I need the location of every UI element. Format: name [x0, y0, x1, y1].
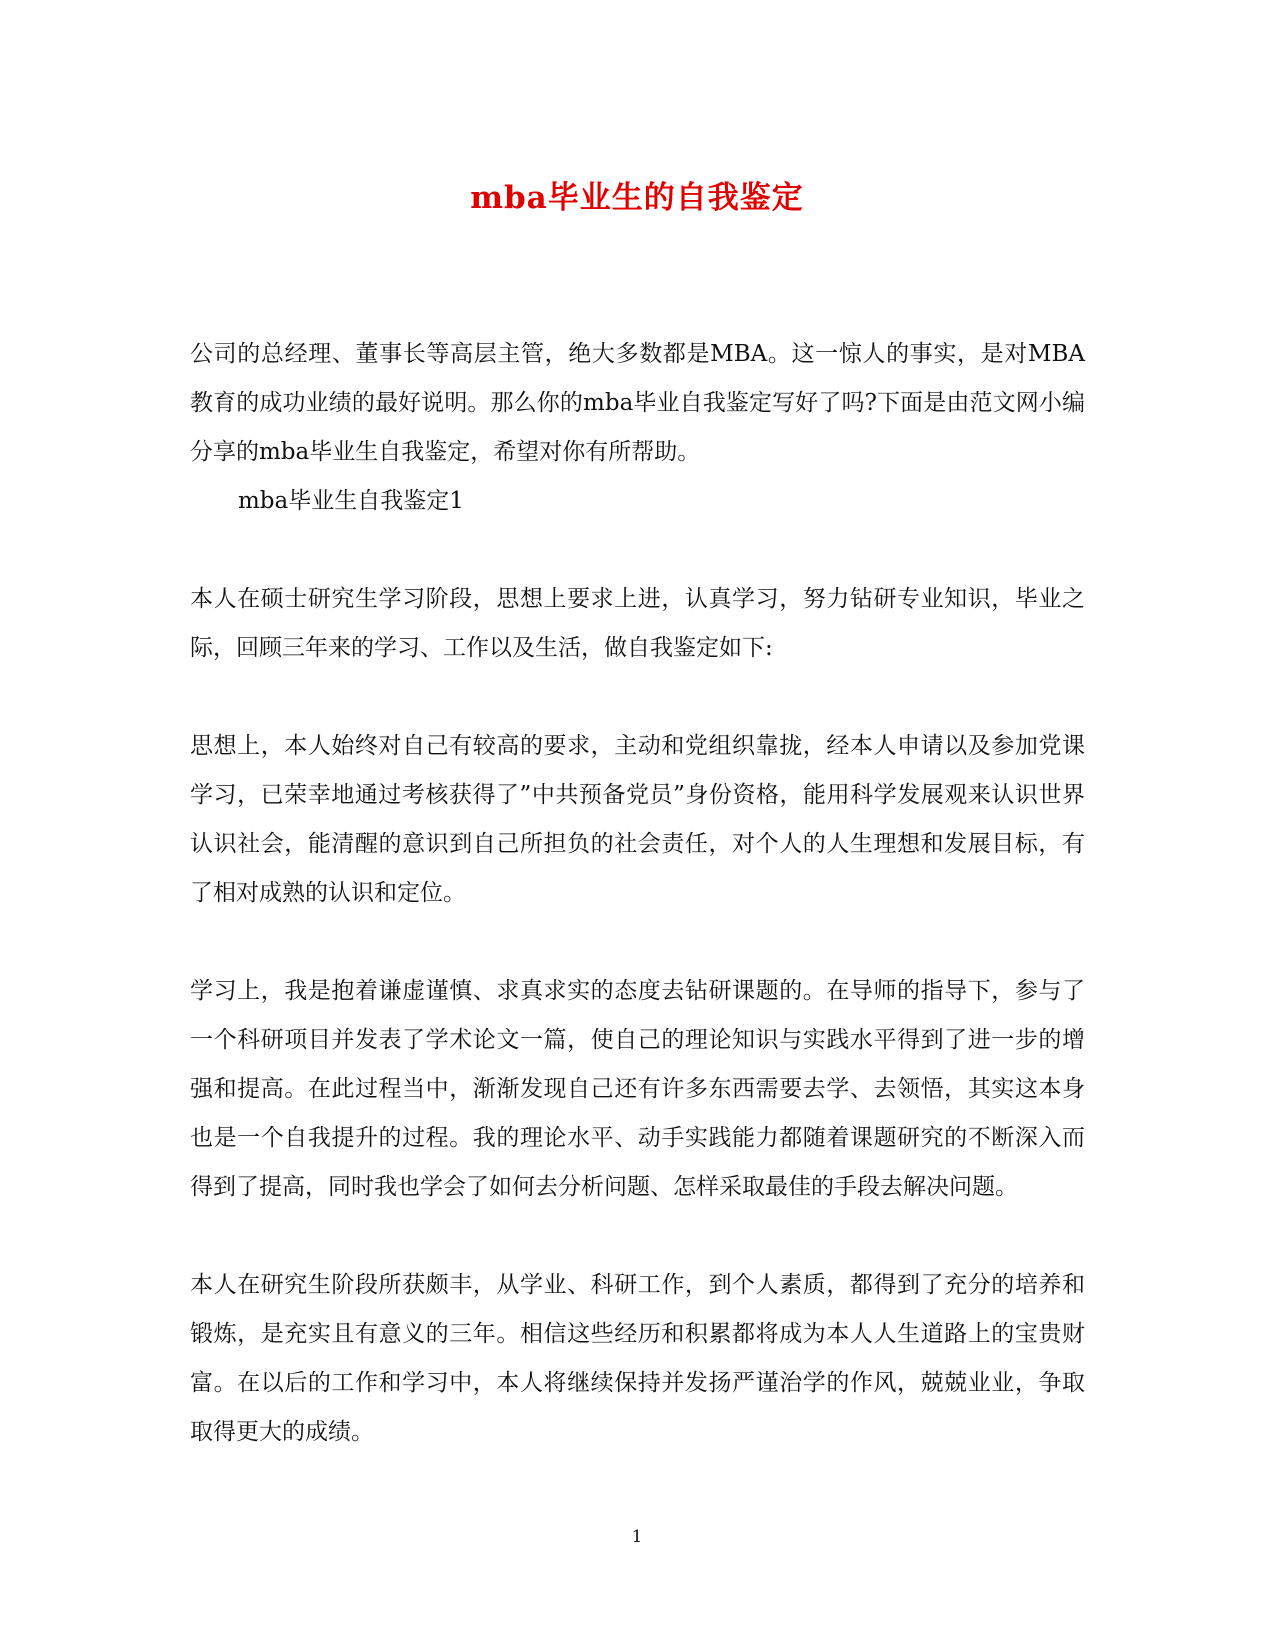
page-number: 1 [631, 1527, 643, 1547]
intro-paragraph: 公司的总经理、董事长等高层主管，绝大多数都是MBA。这一惊人的事实，是对MBA教育的成功业绩的最好说明。那么你的mba毕业自我鉴定写好了吗?下面是由范文网小编分享的mba毕业生自我鉴定，希望对你有所帮助。 [190, 341, 1085, 465]
document-title: mba毕业生的自我鉴定 [470, 180, 804, 216]
body-paragraph-conclusion: 本人在研究生阶段所获颇丰，从学业、科研工作，到个人素质，都得到了充分的培养和锻炼，是充实且有意义的三年。相信这些经历和积累都将成为本人人生道路上的宝贵财富。在以后的工作和学习中，本人将继续保持并发扬严谨治学的作风，兢兢业业，争取取得更大的成绩。 [190, 1272, 1085, 1445]
paragraph-spacer [190, 526, 1085, 575]
body-paragraph-ideology: 思想上，本人始终对自己有较高的要求，主动和党组织靠拢，经本人申请以及参加党课学习，已荣幸地通过考核获得了”中共预备党员”身份资格，能用科学发展观来认识世界认识社会，能清醒的意识到自己所担负的社会责任，对个人的人生理想和发展目标，有了相对成熟的认识和定位。 [190, 733, 1085, 906]
paragraph-spacer [190, 918, 1085, 967]
section-heading: mba毕业生自我鉴定1 [238, 488, 464, 514]
paragraph-spacer [190, 673, 1085, 722]
document-body [190, 330, 1085, 1457]
paragraph-spacer [190, 1212, 1085, 1261]
body-paragraph-study: 学习上，我是抱着谦虚谨慎、求真求实的态度去钻研课题的。在导师的指导下，参与了一个科研项目并发表了学术论文一篇，使自己的理论知识与实践水平得到了进一步的增强和提高。在此过程当中，渐渐发现自己还有许多东西需要去学、去领悟，其实这本身也是一个自我提升的过程。我的理论水平、动手实践能力都随着课题研究的不断深入而得到了提高，同时我也学会了如何去分析问题、怎样采取最佳的手段去解决问题。 [190, 978, 1085, 1200]
body-paragraph-summary: 本人在硕士研究生学习阶段，思想上要求上进，认真学习，努力钻研专业知识，毕业之际，回顾三年来的学习、工作以及生活，做自我鉴定如下: [190, 586, 1085, 661]
